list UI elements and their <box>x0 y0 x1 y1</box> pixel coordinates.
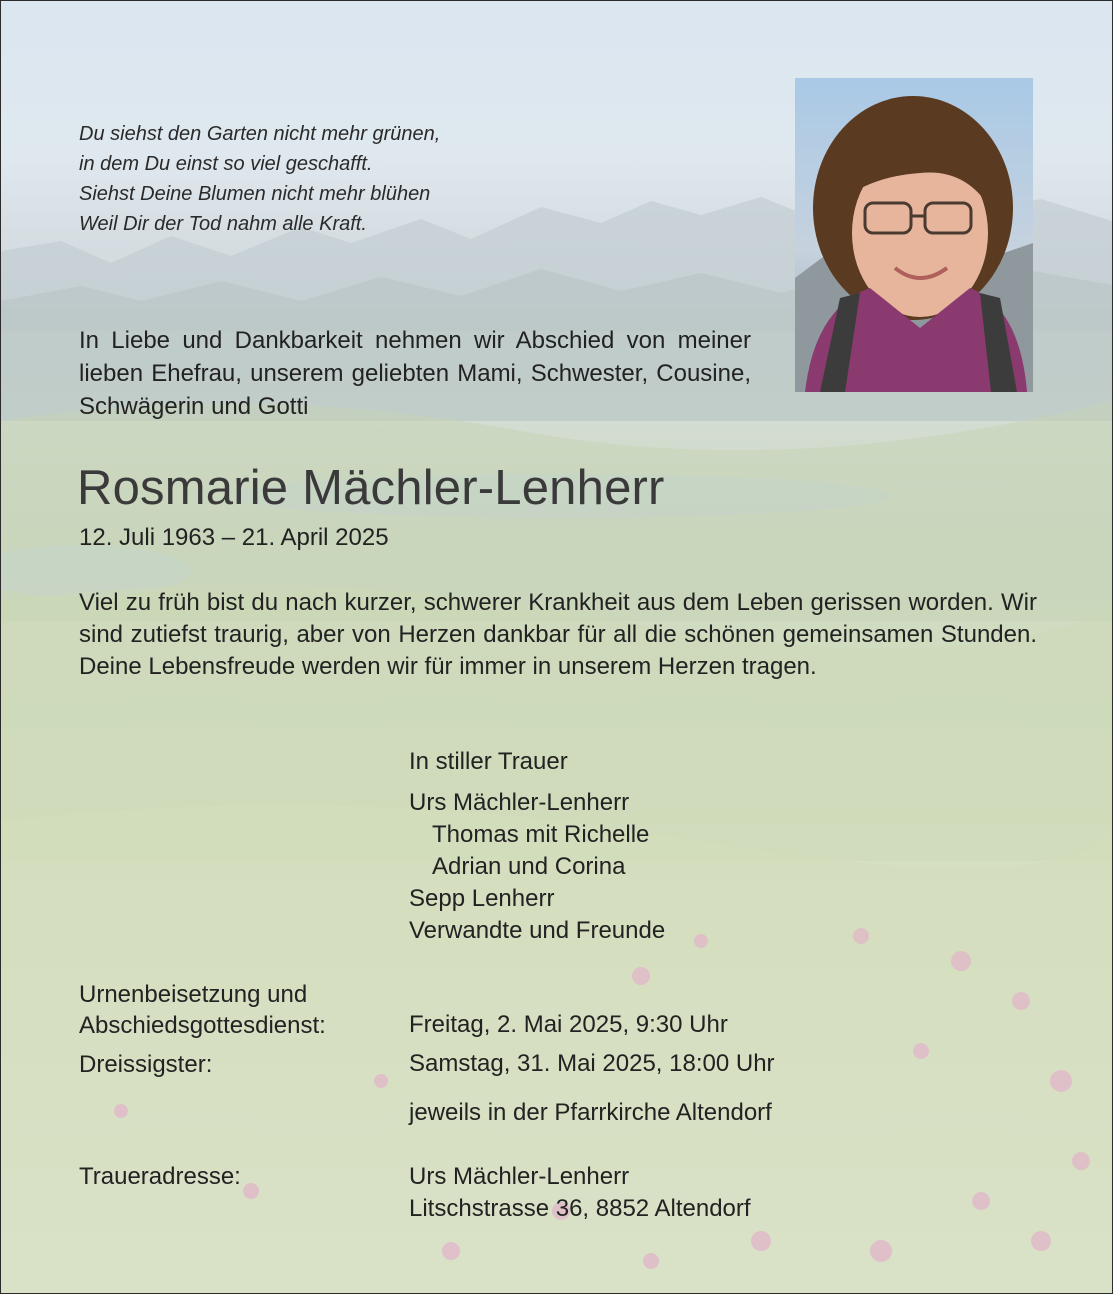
poem-line: in dem Du einst so viel geschafft. <box>79 153 373 175</box>
mourner-name: Urs Mächler-Lenherr <box>409 789 630 816</box>
urn-service-date: Freitag, 2. Mai 2025, 9:30 Uhr <box>409 1011 728 1038</box>
address-name: Urs Mächler-Lenherr <box>409 1163 630 1190</box>
poem <box>79 119 440 239</box>
address-label: Traueradresse: <box>79 1163 241 1190</box>
poem-line: Weil Dir der Tod nahm alle Kraft. <box>79 213 367 235</box>
poem-line: Siehst Deine Blumen nicht mehr blühen <box>79 183 431 205</box>
thirty-service-date: Samstag, 31. Mai 2025, 18:00 Uhr <box>409 1050 775 1077</box>
address-street: Litschstrasse 36, 8852 Altendorf <box>409 1195 751 1222</box>
life-dates: 12. Juli 1963 – 21. April 2025 <box>79 524 389 551</box>
mourner-name: Sepp Lenherr <box>409 885 555 912</box>
service-location: jeweils in der Pfarrkirche Altendorf <box>409 1099 772 1126</box>
deceased-name: Rosmarie Mächler-Lenherr <box>77 461 665 515</box>
portrait-photo <box>795 78 1033 392</box>
mourner-name: Adrian und Corina <box>432 853 626 880</box>
thirty-label: Dreissigster: <box>79 1051 213 1078</box>
mourner-name: Verwandte und Freunde <box>409 917 666 944</box>
urn-label-line-1: Urnenbeisetzung und <box>79 981 308 1008</box>
mourners-heading: In stiller Trauer <box>409 748 568 775</box>
intro-text: In Liebe und Dankbarkeit nehmen wir Abschied von meiner lieben Ehefrau, unserem geliebten Mami, Schwester, Cousine, Schwägerin und Gotti <box>79 327 751 420</box>
mourner-name: Thomas mit Richelle <box>432 821 650 848</box>
urn-label-line-2: Abschiedsgottesdienst: <box>79 1012 326 1039</box>
mourners-list <box>409 787 665 947</box>
tribute-text: Viel zu früh bist du nach kurzer, schwerer Krankheit aus dem Leben gerissen worden. Wir sind zutiefst traurig, aber von Herzen dankbar für all die schönen gemeinsamen Stunden. Deine Lebensfreude werden wir für immer in unserem Herzen tragen. <box>79 589 1037 680</box>
poem-line: Du siehst den Garten nicht mehr grünen, <box>79 123 441 145</box>
